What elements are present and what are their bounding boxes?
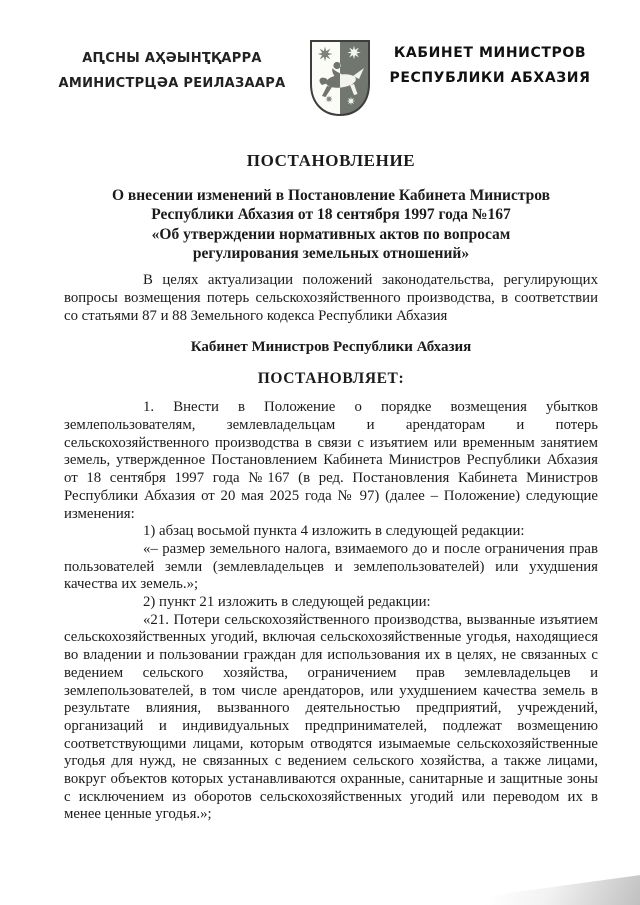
- preamble-paragraph: В целях актуализации положений законодательства, регулирующих вопросы возмещения потерь сельскохозяйственного производства, в соответствии со статьями 87 и 88 Земельного кодекса Республики Абхазия: [64, 272, 598, 324]
- scan-corner-shadow: [420, 859, 640, 905]
- star-top-left: [318, 47, 333, 62]
- subitem-1-text: «– размер земельного налога, взимаемого до и после ограничения прав пользователей земли (землевладельцев и землепользователей) или ухудшения качества их земель.»;: [64, 540, 598, 593]
- subitem-2-text: «21. Потери сельскохозяйственного производства, вызванные изъятием сельскохозяйственных угодий, включая сельскохозяйственные угодья, находящиеся во владении и пользовании граждан для использования их в целях, не связанных с ведением сельского хозяйства, ограничением прав землевладельцев и землепользователей, в том числе арендаторов, или ухудшением качества земель в результате влияния, вызванного деятельностью предприятий, учреждений, организаций и индивидуальных предпринимателей, подлежат возмещению соответствующими лицами, которым отводятся изымаемые сельскохозяйственные угодья для нужд, не связанных с ведением сельского хозяйства, а также лицами, вокруг объектов которых устанавливаются охранные, санитарные и защитные зоны с исключением из оборотов сельскохозяйственных угодий или переводом их в менее ценные угодья.»;: [64, 611, 598, 823]
- letterhead: [0, 0, 640, 123]
- star-top-right: [347, 46, 361, 60]
- abkhazia-coat-of-arms-icon: [308, 38, 372, 123]
- issuer-line: Кабинет Министров Республики Абхазия: [190, 339, 472, 356]
- org-name-russian: [382, 38, 598, 91]
- document-title: [64, 186, 598, 263]
- paragraph-1: 1. Внести в Положение о порядке возмещения убытков землепользователям, землевладельцам и арендаторам и потерь сельскохозяйственного производства в связи с изъятием или временным занятием земель, утвержденное Постановлением Кабинета Министров Республики Абхазия от 18 сентября 1997 года №167 (в ред. Постановления Кабинета Министров Республики Абхазия от 20 мая 2025 года № 97) (далее – Положение) следующие изменения:: [64, 399, 598, 522]
- subitem-1-heading: 1) абзац восьмой пункта 4 изложить в следующей редакции:: [143, 523, 525, 540]
- star-bottom-right: [347, 97, 355, 105]
- org-name-abkhaz-line2: АМИНИСТРЦӘА РЕИЛАЗААРА: [58, 76, 286, 91]
- org-name-abkhaz: [40, 38, 304, 96]
- document-type-heading: ПОСТАНОВЛЕНИЕ: [246, 151, 416, 170]
- org-name-russian-line2: РЕСПУБЛИКИ АБХАЗИЯ: [389, 70, 591, 86]
- enacting-word: ПОСТАНОВЛЯЕТ:: [257, 370, 405, 388]
- document-title-line1: О внесении изменений в Постановление Кабинета Министров: [111, 187, 551, 204]
- org-name-abkhaz-line1: АԤСНЫ АҲӘЫНҬҚАРРА: [82, 51, 262, 66]
- document-title-line3: «Об утверждении нормативных актов по вопросам: [151, 225, 511, 243]
- document-title-line4: регулирования земельных отношений»: [192, 244, 470, 262]
- document-title-line2: Республики Абхазия от 18 сентября 1997 года №167: [151, 206, 511, 224]
- org-name-russian-line1: КАБИНЕТ МИНИСТРОВ: [393, 45, 587, 61]
- document-body: [0, 151, 640, 824]
- resolution-text: [64, 399, 598, 824]
- star-bottom-left: [325, 95, 333, 103]
- subitem-2-heading: 2) пункт 21 изложить в следующей редакции:: [143, 594, 431, 611]
